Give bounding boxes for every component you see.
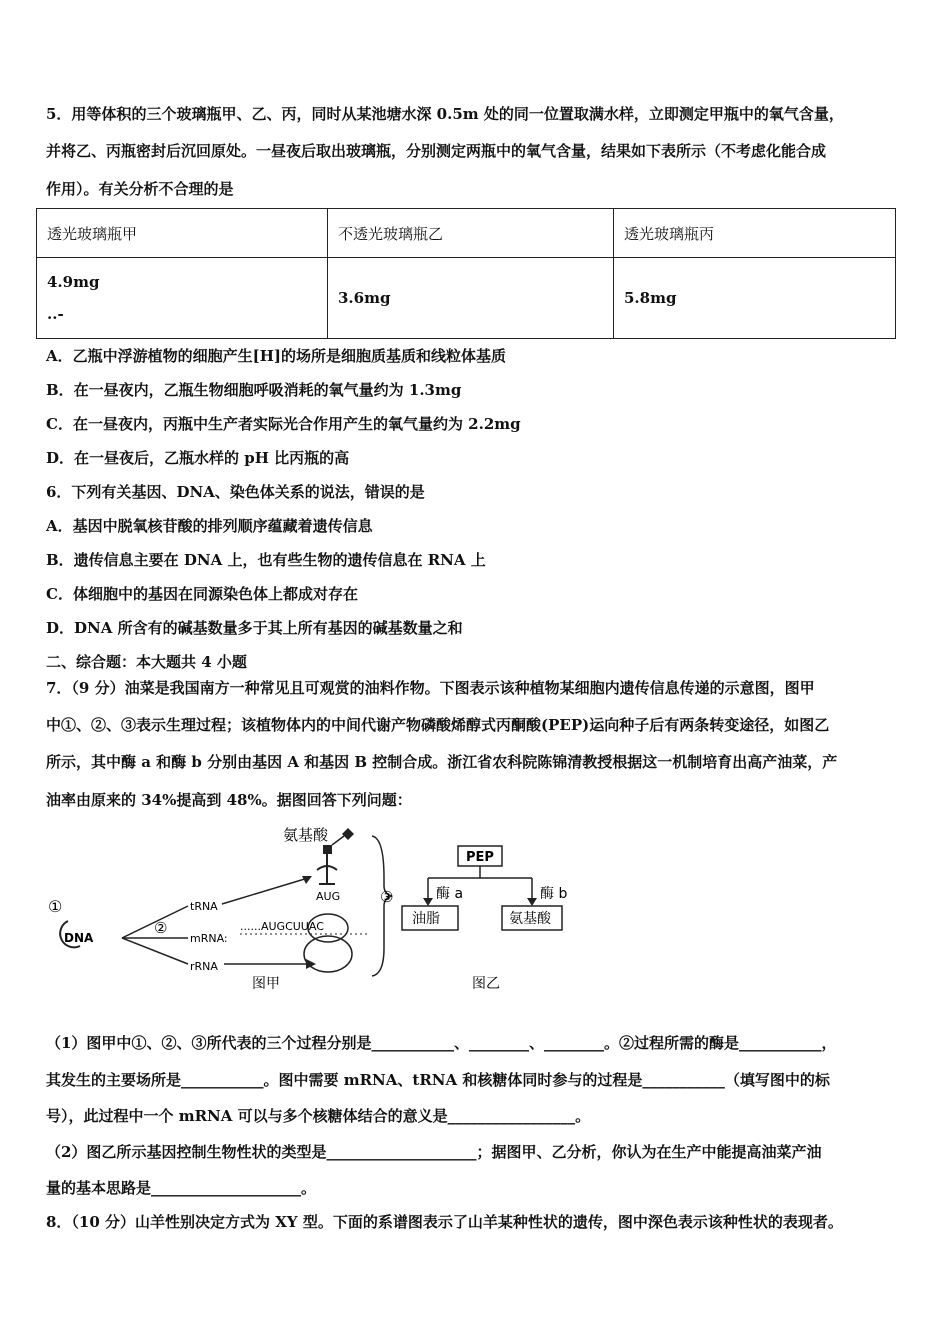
- q8-stem: 8．（10 分）山羊性别决定方式为 XY 型。下面的系谱图表示了山羊某种性状的遗传，图中深色表示该种性状的表现者。: [46, 1213, 843, 1231]
- header-cell-yi: 不透光玻璃瓶乙: [328, 209, 614, 258]
- q7-sub2-line2: 量的基本思路是____________________。: [46, 1179, 317, 1197]
- trna-arrow: [222, 878, 308, 904]
- mrna-label: mRNA:: [190, 932, 228, 945]
- anticodon-label: AUG: [316, 890, 341, 903]
- value-cell-yi: 3.6mg: [328, 258, 614, 339]
- q5-stem-line2: 并将乙、丙瓶密封后沉回原处。一昼夜后取出玻璃瓶，分别测定两瓶中的氧气含量，结果如下表所示（不考虑化能合成: [46, 142, 827, 160]
- header-cell-jia: 透光玻璃瓶甲: [37, 209, 328, 258]
- circle-label-1: ①: [48, 897, 63, 916]
- q5-option-c: C．在一昼夜内，丙瓶中生产者实际光合作用产生的氧气量约为 2.2mg: [46, 415, 521, 433]
- q7-stem-line3: 所示，其中酶 a 和酶 b 分别由基因 A 和基因 B 控制合成。浙江省农科院陈锦清教授根据这一机制培育出高产油菜，产: [46, 753, 838, 771]
- q6-option-b: B．遗传信息主要在 DNA 上，也有些生物的遗传信息在 RNA 上: [46, 551, 486, 569]
- amino-acid-diamond: [342, 828, 354, 840]
- oil-label: 油脂: [412, 911, 440, 927]
- q7-sub1-line3: 号），此过程中一个 mRNA 可以与多个核糖体结合的意义是_________________。: [46, 1107, 591, 1125]
- q7-sub1-line2: 其发生的主要场所是___________。图中需要 mRNA、tRNA 和核糖体同时参与的过程是___________（填写图中的标: [46, 1071, 830, 1089]
- enzyme-b-label: 酶 b: [540, 886, 568, 902]
- table-header-row: [37, 209, 896, 258]
- q5-option-d: D．在一昼夜后，乙瓶水样的 pH 比丙瓶的高: [46, 449, 350, 467]
- circle-label-2: ②: [154, 919, 168, 937]
- circle-label-3: ③: [380, 888, 394, 906]
- figure-genetic-info: [40, 818, 600, 998]
- value-cell-jia: [37, 258, 328, 339]
- q5-data-table: [36, 208, 896, 339]
- q7-stem-line2: 中①、②、③表示生理过程；该植物体内的中间代谢产物磷酸烯醇式丙酮酸(PEP)运向种子后有两条转变途径，如图乙: [46, 716, 830, 734]
- q6-option-d: D．DNA 所含有的碱基数量多于其上所有基因的碱基数量之和: [46, 619, 463, 637]
- figure-yi-caption: 图乙: [472, 976, 500, 992]
- q6-option-a: A．基因中脱氧核苷酸的排列顺序蕴藏着遗传信息: [46, 517, 373, 535]
- dna-label: DNA: [64, 931, 94, 945]
- q7-sub1-line1: （1）图甲中①、②、③所代表的三个过程分别是___________、________、________。②过程所需的酶是___________，: [46, 1034, 837, 1052]
- q7-sub2-line1: （2）图乙所示基因控制生物性状的类型是____________________；据图甲、乙分析，你认为在生产中能提高油菜产油: [46, 1143, 822, 1161]
- enzyme-a-label: 酶 a: [436, 886, 464, 902]
- section-heading: 二、综合题：本大题共 4 小题: [46, 653, 247, 671]
- enzyme-b-arrowhead: [527, 898, 537, 906]
- table-value-row: [37, 258, 896, 339]
- rrna-branch: [122, 938, 188, 964]
- q5-stem-line1: 5．用等体积的三个玻璃瓶甲、乙、丙，同时从某池塘水深 0.5m 处的同一位置取满水样，立即测定甲瓶中的氧气含量，: [46, 105, 844, 123]
- rrna-label: rRNA: [190, 960, 218, 973]
- q6-option-c: C．体细胞中的基因在同源染色体上都成对存在: [46, 585, 358, 603]
- value-jia: 4.9mg: [47, 273, 100, 291]
- trna-structure: [317, 854, 337, 884]
- figure-yi: [402, 846, 567, 992]
- figure-jia-caption: 图甲: [252, 976, 280, 992]
- process-3-brace: [372, 836, 392, 976]
- q5-option-a: A．乙瓶中浮游植物的细胞产生[H]的场所是细胞质基质和线粒体基质: [46, 347, 507, 365]
- q7-stem-line4: 油率由原来的 34%提高到 48%。据图回答下列问题：: [46, 791, 412, 809]
- mrna-sequence: ......AUGCUUAC: [240, 920, 324, 933]
- q5-option-b: B．在一昼夜内，乙瓶生物细胞呼吸消耗的氧气量约为 1.3mg: [46, 381, 462, 399]
- pep-label: PEP: [466, 850, 494, 865]
- trna-label: tRNA: [190, 900, 218, 913]
- figure-jia: [48, 826, 393, 992]
- amino-acid-link: [332, 836, 344, 845]
- amino-acid-box-label: 氨基酸: [509, 911, 551, 927]
- amino-acid-block: [323, 845, 332, 854]
- q6-stem: 6．下列有关基因、DNA、染色体关系的说法，错误的是: [46, 483, 425, 501]
- header-cell-bing: 透光玻璃瓶丙: [614, 209, 896, 258]
- q5-stem-line3: 作用）。有关分析不合理的是: [46, 180, 234, 198]
- cell-mark: ..-: [47, 305, 64, 323]
- amino-acid-label: 氨基酸: [283, 826, 329, 844]
- enzyme-a-arrowhead: [423, 898, 433, 906]
- value-cell-bing: 5.8mg: [614, 258, 896, 339]
- q7-stem-line1: 7．（9 分）油菜是我国南方一种常见且可观赏的油料作物。下图表示该种植物某细胞内遗传信息传递的示意图，图甲: [46, 679, 815, 697]
